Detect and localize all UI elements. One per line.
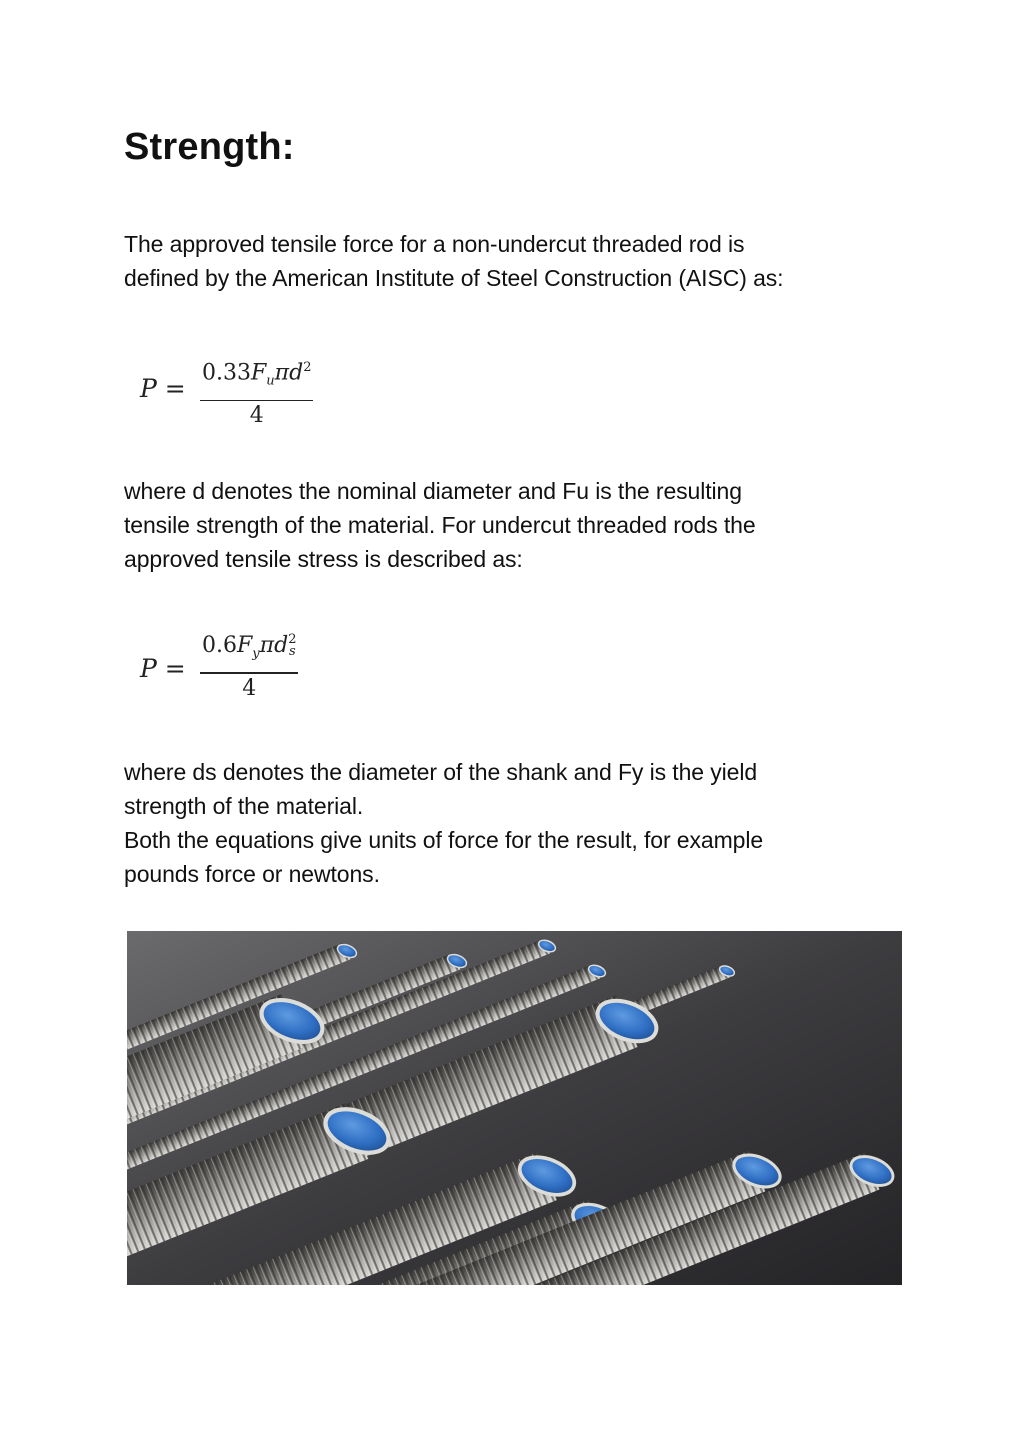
formula-pi: π: [274, 360, 290, 386]
paragraph-line: where d denotes the nominal diameter and Fu is the resulting: [124, 478, 742, 504]
formula-denominator: 4: [249, 403, 264, 429]
formula-numerator: [200, 630, 298, 670]
formula-subscript: s: [288, 644, 296, 659]
formula-coefficient: 0.6: [202, 633, 237, 658]
paragraph-intro: [124, 227, 904, 295]
paragraph-line: tensile strength of the material. For undercut threaded rods the: [124, 512, 756, 538]
formula-subscript: y: [252, 646, 260, 662]
formula-fraction: [200, 630, 298, 704]
paragraph-line: Both the equations give units of force for the result, for example: [124, 827, 764, 853]
paragraph-line: where ds denotes the diameter of the shank and Fy is the yield: [124, 759, 758, 785]
formula-lhs: P =: [140, 374, 186, 403]
paragraph-line: strength of the material.: [124, 793, 364, 819]
paragraph-line: defined by the American Institute of Steel Construction (AISC) as:: [124, 265, 784, 291]
page-title: Strength:: [124, 126, 295, 168]
formula-variable: F: [250, 360, 267, 386]
formula-lhs: P =: [140, 654, 186, 683]
formula-variable: F: [237, 633, 253, 658]
formula-coefficient: 0.33: [202, 360, 251, 386]
formula-diameter: d: [274, 633, 289, 658]
threaded-rods-photo: [127, 931, 902, 1285]
paragraph-line: approved tensile stress is described as:: [124, 546, 523, 572]
formula-exponent: 2: [288, 632, 297, 647]
formula-subscript: u: [266, 373, 275, 389]
paragraph-shank: [124, 755, 904, 891]
threaded-rods-illustration: [127, 931, 902, 1285]
paragraph-line: pounds force or newtons.: [124, 861, 380, 887]
formula-pi: π: [259, 633, 275, 658]
paragraph-line: The approved tensile force for a non-undercut threaded rod is: [124, 231, 745, 257]
paragraph-undercut: [124, 474, 904, 576]
formula-denominator: 4: [242, 675, 257, 701]
formula-exponent: 2: [303, 360, 312, 375]
formula-numerator: [200, 352, 313, 398]
formula-diameter: d: [289, 360, 304, 386]
formula-fraction: [200, 352, 313, 431]
